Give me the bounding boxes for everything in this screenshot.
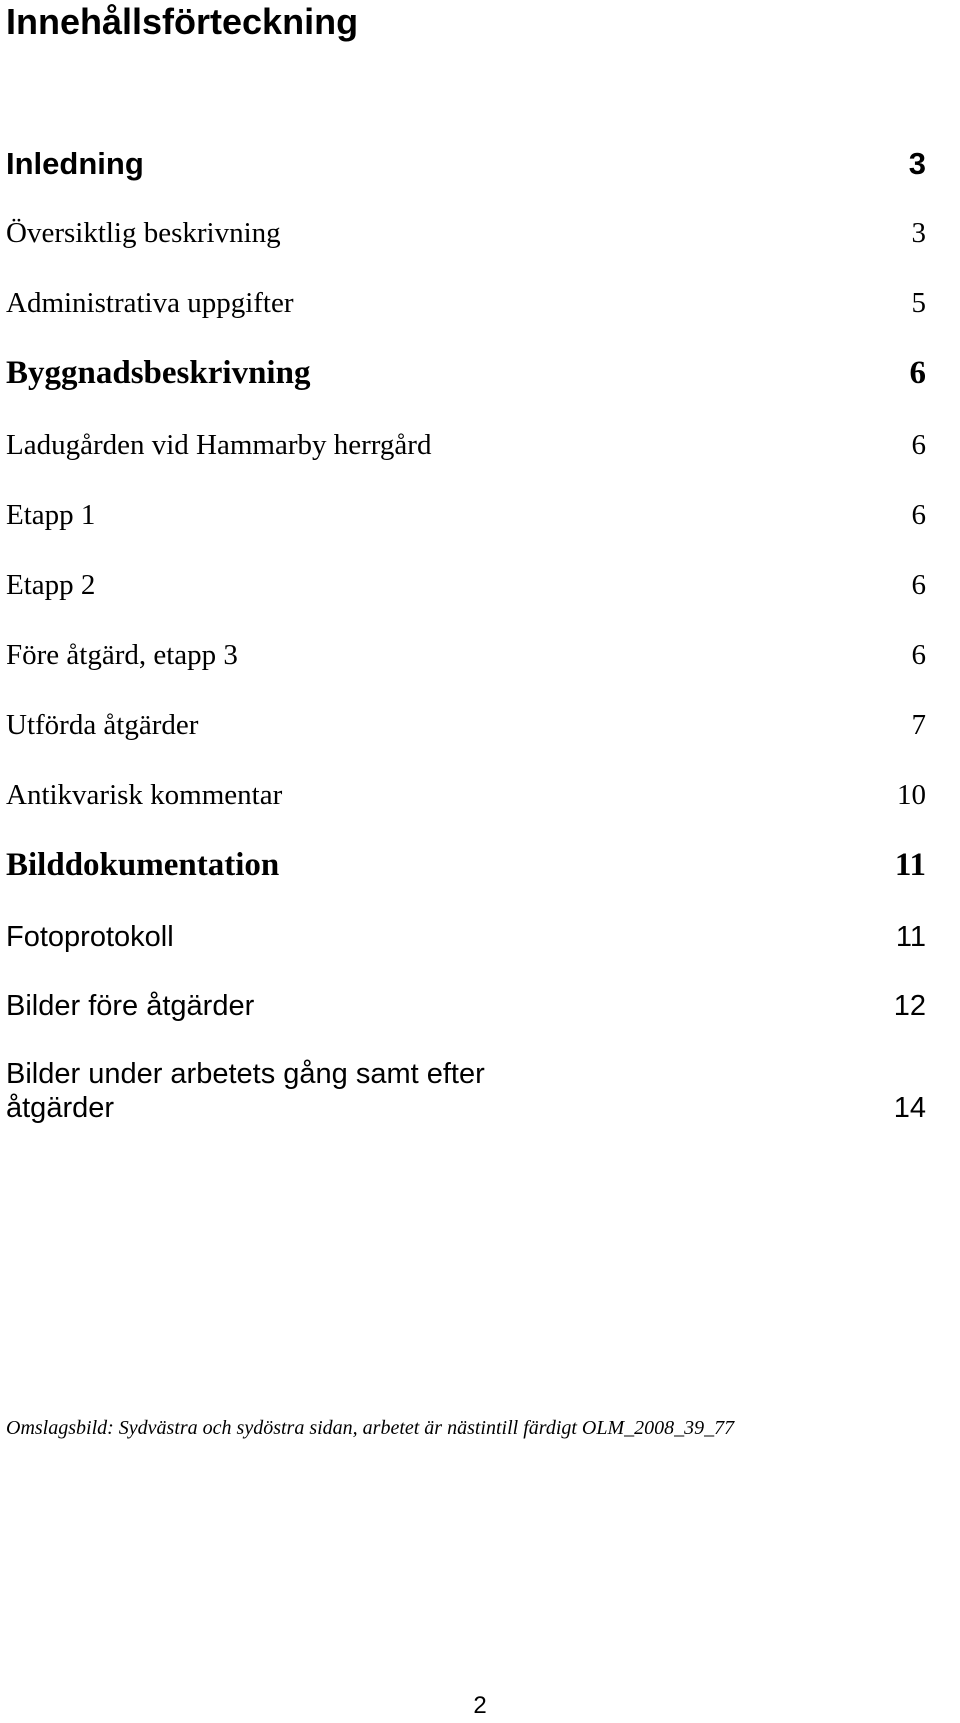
- toc-entry-page: 10: [897, 779, 926, 811]
- toc-entry-page: 11: [894, 847, 926, 883]
- toc-entry-page: 6: [911, 499, 926, 531]
- toc-entry-label: Bilddokumentation: [6, 847, 280, 883]
- toc-entry-etapp-1[interactable]: [6, 495, 926, 535]
- toc-entry-label: Etapp 1: [6, 499, 96, 531]
- toc-entry-page: 6: [909, 355, 926, 391]
- toc-entry-page: 11: [895, 921, 926, 953]
- toc-entry-label: Bilder före åtgärder: [6, 990, 255, 1022]
- toc-entry-oversiktlig-beskrivning[interactable]: [6, 213, 926, 253]
- toc-entry-label: Ladugården vid Hammarby herrgård: [6, 429, 432, 461]
- toc-entry-label: Inledning: [6, 146, 144, 181]
- toc-entry-bilder-fore-atgarder[interactable]: [6, 986, 926, 1026]
- toc-entry-antikvarisk-kommentar[interactable]: [6, 775, 926, 815]
- toc-entry-fotoprotokoll[interactable]: [6, 917, 926, 957]
- toc-entry-page: 6: [911, 429, 926, 461]
- toc-entry-fore-atgard-etapp-3[interactable]: [6, 635, 926, 675]
- toc-entry-administrativa-uppgifter[interactable]: [6, 283, 926, 323]
- toc-entry-bilder-under-arbetets-gang[interactable]: [6, 1057, 926, 1129]
- toc-entry-label: Bilder under arbetets gång samt efter åtgärder: [6, 1058, 485, 1124]
- toc-entry-page: 7: [911, 709, 926, 741]
- toc-entry-label: Byggnadsbeskrivning: [6, 355, 311, 391]
- toc-entry-page: 3: [908, 146, 926, 181]
- toc-entry-byggnadsbeskrivning[interactable]: [6, 353, 926, 393]
- toc-entry-page: 5: [911, 287, 926, 319]
- cover-image-caption: Omslagsbild: Sydvästra och sydöstra sidan, arbetet är nästintill färdigt OLM_2008_39_77: [6, 1417, 735, 1439]
- toc-entry-utforda-atgarder[interactable]: [6, 705, 926, 745]
- toc-entry-page: 3: [911, 217, 926, 249]
- toc-title: Innehållsförteckning: [6, 1, 359, 42]
- toc-entry-label: Etapp 2: [6, 569, 96, 601]
- page-number: 2: [473, 1692, 487, 1719]
- toc-entry-inledning[interactable]: [6, 144, 926, 184]
- toc-entry-ladugarden[interactable]: [6, 425, 926, 465]
- toc-entry-label: Antikvarisk kommentar: [6, 779, 283, 811]
- toc-entry-page: 6: [911, 569, 926, 601]
- toc-entry-label: Administrativa uppgifter: [6, 287, 294, 319]
- toc-entry-etapp-2[interactable]: [6, 565, 926, 605]
- toc-entry-label: Utförda åtgärder: [6, 709, 199, 741]
- toc-entry-page: 14: [893, 1092, 926, 1124]
- toc-entry-bilddokumentation[interactable]: [6, 845, 926, 885]
- toc-entry-page: 6: [911, 639, 926, 671]
- toc-entry-label: Fotoprotokoll: [6, 921, 174, 953]
- toc-entry-label: Före åtgärd, etapp 3: [6, 639, 238, 671]
- toc-entry-page: 12: [893, 990, 926, 1022]
- toc-entry-label: Översiktlig beskrivning: [6, 217, 281, 249]
